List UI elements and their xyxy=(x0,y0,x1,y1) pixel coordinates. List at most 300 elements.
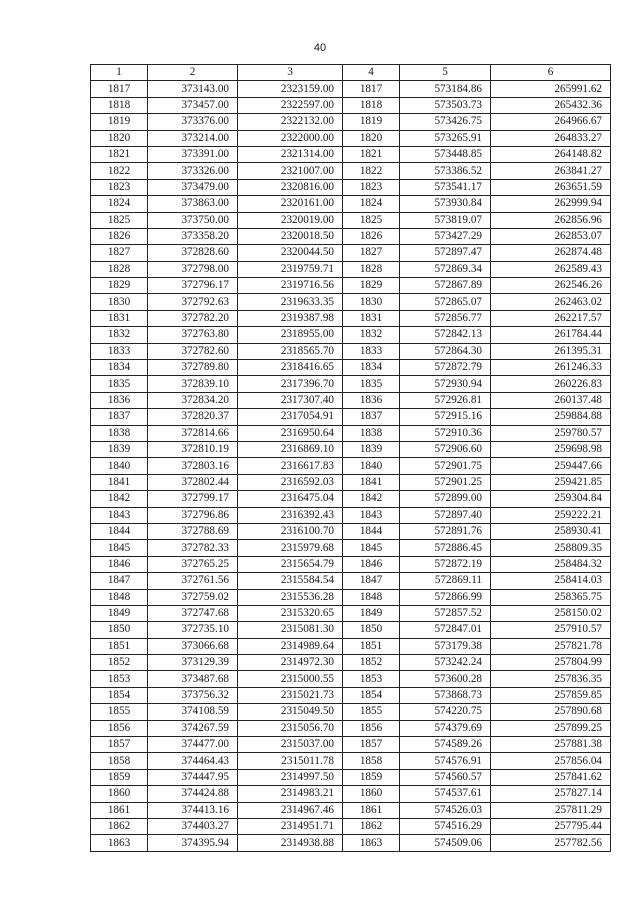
table-cell: 573503.73 xyxy=(400,97,491,113)
table-cell: 259780.57 xyxy=(491,425,611,441)
table-cell: 2320019.00 xyxy=(238,212,343,228)
table-cell: 262856.96 xyxy=(491,212,611,228)
table-cell: 572867.89 xyxy=(400,278,491,294)
table-cell: 574220.75 xyxy=(400,704,491,720)
table-cell: 572869.34 xyxy=(400,261,491,277)
table-cell: 573868.73 xyxy=(400,687,491,703)
table-cell: 1843 xyxy=(91,507,148,523)
table-cell: 1821 xyxy=(343,146,400,162)
table-cell: 1838 xyxy=(91,425,148,441)
table-row xyxy=(91,360,611,376)
table-cell: 1858 xyxy=(91,753,148,769)
table-cell: 1861 xyxy=(91,802,148,818)
table-cell: 372803.16 xyxy=(148,458,238,474)
table-cell: 573600.28 xyxy=(400,671,491,687)
table-cell: 573427.29 xyxy=(400,228,491,244)
table-row xyxy=(91,130,611,146)
table-cell: 2315037.00 xyxy=(238,737,343,753)
table-cell: 1819 xyxy=(343,114,400,130)
table-cell: 2319387.98 xyxy=(238,310,343,326)
table-cell: 2315654.79 xyxy=(238,556,343,572)
table-cell: 1860 xyxy=(91,786,148,802)
table-cell: 1850 xyxy=(343,622,400,638)
table-row xyxy=(91,474,611,490)
table-cell: 572901.75 xyxy=(400,458,491,474)
table-cell: 264148.82 xyxy=(491,146,611,162)
table-cell: 257782.56 xyxy=(491,835,611,851)
table-cell: 372796.86 xyxy=(148,507,238,523)
table-row xyxy=(91,818,611,834)
table-row xyxy=(91,392,611,408)
table-row xyxy=(91,343,611,359)
table-cell: 373129.39 xyxy=(148,655,238,671)
table-cell: 373756.32 xyxy=(148,687,238,703)
table-cell: 2315320.65 xyxy=(238,605,343,621)
table-row xyxy=(91,81,611,97)
table-cell: 1854 xyxy=(343,687,400,703)
table-cell: 374413.16 xyxy=(148,802,238,818)
table-cell: 1821 xyxy=(91,146,148,162)
table-cell: 372828.60 xyxy=(148,245,238,261)
table-cell: 372799.17 xyxy=(148,491,238,507)
table-cell: 258150.02 xyxy=(491,605,611,621)
table-cell: 572897.40 xyxy=(400,507,491,523)
table-cell: 2322597.00 xyxy=(238,97,343,113)
table-cell: 1848 xyxy=(343,589,400,605)
table-cell: 1856 xyxy=(91,720,148,736)
table-cell: 2322132.00 xyxy=(238,114,343,130)
table-cell: 2315056.70 xyxy=(238,720,343,736)
table-cell: 1862 xyxy=(343,818,400,834)
table-cell: 1846 xyxy=(91,556,148,572)
table-cell: 1832 xyxy=(343,327,400,343)
table-cell: 1824 xyxy=(343,196,400,212)
table-row xyxy=(91,802,611,818)
table-cell: 372802.44 xyxy=(148,474,238,490)
table-cell: 1859 xyxy=(343,769,400,785)
table-cell: 257899.25 xyxy=(491,720,611,736)
table-cell: 574526.03 xyxy=(400,802,491,818)
table-cell: 1836 xyxy=(91,392,148,408)
table-cell: 2316617.83 xyxy=(238,458,343,474)
table-row xyxy=(91,327,611,343)
table-cell: 262463.02 xyxy=(491,294,611,310)
table-cell: 257890.68 xyxy=(491,704,611,720)
table-cell: 373358.20 xyxy=(148,228,238,244)
table-body xyxy=(91,81,611,851)
table-cell: 265432.36 xyxy=(491,97,611,113)
table-cell: 2315049.50 xyxy=(238,704,343,720)
table-cell: 1832 xyxy=(91,327,148,343)
page-number: 40 xyxy=(313,42,327,54)
table-cell: 372763.80 xyxy=(148,327,238,343)
table-cell: 2316392.43 xyxy=(238,507,343,523)
table-cell: 572857.52 xyxy=(400,605,491,621)
table-cell: 372759.02 xyxy=(148,589,238,605)
table-cell: 2319633.35 xyxy=(238,294,343,310)
table-cell: 1849 xyxy=(91,605,148,621)
table-cell: 2323159.00 xyxy=(238,81,343,97)
table-cell: 2315011.78 xyxy=(238,753,343,769)
table-cell: 257811.29 xyxy=(491,802,611,818)
table-row xyxy=(91,261,611,277)
table-row xyxy=(91,458,611,474)
table-cell: 1862 xyxy=(91,818,148,834)
table-cell: 372782.60 xyxy=(148,343,238,359)
table-cell: 2315021.73 xyxy=(238,687,343,703)
table-cell: 574560.57 xyxy=(400,769,491,785)
table-row xyxy=(91,573,611,589)
table-cell: 573242.24 xyxy=(400,655,491,671)
table-cell: 1825 xyxy=(343,212,400,228)
table-cell: 1845 xyxy=(343,540,400,556)
table-cell: 572872.19 xyxy=(400,556,491,572)
table-cell: 574537.61 xyxy=(400,786,491,802)
table-row xyxy=(91,556,611,572)
table-row xyxy=(91,294,611,310)
table-cell: 574589.26 xyxy=(400,737,491,753)
table-cell: 372839.10 xyxy=(148,376,238,392)
table-row xyxy=(91,605,611,621)
table-cell: 1826 xyxy=(91,228,148,244)
table-row xyxy=(91,212,611,228)
table-cell: 262874.48 xyxy=(491,245,611,261)
table-cell: 573819.07 xyxy=(400,212,491,228)
table-cell: 372810.19 xyxy=(148,441,238,457)
table-cell: 259884.88 xyxy=(491,409,611,425)
table-cell: 2314989.64 xyxy=(238,638,343,654)
table-cell: 257827.14 xyxy=(491,786,611,802)
table-cell: 374477.00 xyxy=(148,737,238,753)
table-cell: 261246.33 xyxy=(491,360,611,376)
table-row xyxy=(91,622,611,638)
table-row xyxy=(91,507,611,523)
table-cell: 2315000.55 xyxy=(238,671,343,687)
table-cell: 257795.44 xyxy=(491,818,611,834)
table-row xyxy=(91,753,611,769)
table-cell: 2314967.46 xyxy=(238,802,343,818)
table-cell: 1817 xyxy=(343,81,400,97)
table-cell: 258809.35 xyxy=(491,540,611,556)
table-cell: 572926.81 xyxy=(400,392,491,408)
table-cell: 2314983.21 xyxy=(238,786,343,802)
table-cell: 572847.01 xyxy=(400,622,491,638)
table-row xyxy=(91,769,611,785)
table-cell: 1851 xyxy=(91,638,148,654)
table-cell: 1850 xyxy=(91,622,148,638)
table-row xyxy=(91,491,611,507)
table-row xyxy=(91,278,611,294)
table-cell: 572865.07 xyxy=(400,294,491,310)
table-cell: 573179.38 xyxy=(400,638,491,654)
table-cell: 1822 xyxy=(343,163,400,179)
table-cell: 373863.00 xyxy=(148,196,238,212)
table-cell: 263651.59 xyxy=(491,179,611,195)
table-cell: 2320044.50 xyxy=(238,245,343,261)
table-cell: 1818 xyxy=(343,97,400,113)
table-cell: 1846 xyxy=(343,556,400,572)
table-cell: 372782.33 xyxy=(148,540,238,556)
table-cell: 372765.25 xyxy=(148,556,238,572)
table-row xyxy=(91,245,611,261)
table-cell: 1857 xyxy=(343,737,400,753)
table-cell: 1844 xyxy=(91,523,148,539)
table-cell: 2315081.30 xyxy=(238,622,343,638)
table-row xyxy=(91,425,611,441)
column-header: 5 xyxy=(400,65,491,81)
table-cell: 262589.43 xyxy=(491,261,611,277)
table-cell: 262217.57 xyxy=(491,310,611,326)
table-cell: 1838 xyxy=(343,425,400,441)
table-cell: 572915.16 xyxy=(400,409,491,425)
column-header: 4 xyxy=(343,65,400,81)
table-row xyxy=(91,196,611,212)
table-cell: 261784.44 xyxy=(491,327,611,343)
table-cell: 1822 xyxy=(91,163,148,179)
table-cell: 260137.48 xyxy=(491,392,611,408)
table-cell: 1840 xyxy=(343,458,400,474)
table-cell: 1840 xyxy=(91,458,148,474)
table-cell: 374403.27 xyxy=(148,818,238,834)
table-cell: 2314972.30 xyxy=(238,655,343,671)
table-row xyxy=(91,786,611,802)
table-cell: 1837 xyxy=(91,409,148,425)
table-cell: 263841.27 xyxy=(491,163,611,179)
table-row xyxy=(91,441,611,457)
table-row xyxy=(91,310,611,326)
table-cell: 2314938.88 xyxy=(238,835,343,851)
column-header: 1 xyxy=(91,65,148,81)
table-cell: 1848 xyxy=(91,589,148,605)
table-cell: 1839 xyxy=(343,441,400,457)
table-cell: 372814.66 xyxy=(148,425,238,441)
table-cell: 372782.20 xyxy=(148,310,238,326)
table-cell: 1841 xyxy=(91,474,148,490)
table-header-row xyxy=(91,65,611,81)
table-cell: 374447.95 xyxy=(148,769,238,785)
table-row xyxy=(91,704,611,720)
table-cell: 2316475.04 xyxy=(238,491,343,507)
table-cell: 1861 xyxy=(343,802,400,818)
table-row xyxy=(91,687,611,703)
table-cell: 572886.45 xyxy=(400,540,491,556)
table-cell: 373066.68 xyxy=(148,638,238,654)
table-cell: 1837 xyxy=(343,409,400,425)
table-cell: 372761.56 xyxy=(148,573,238,589)
table-cell: 1859 xyxy=(91,769,148,785)
table-cell: 2316950.64 xyxy=(238,425,343,441)
column-header: 2 xyxy=(148,65,238,81)
table-cell: 372792.63 xyxy=(148,294,238,310)
table-cell: 1834 xyxy=(343,360,400,376)
table-cell: 1853 xyxy=(343,671,400,687)
table-cell: 1849 xyxy=(343,605,400,621)
table-cell: 2318565.70 xyxy=(238,343,343,359)
table-row xyxy=(91,720,611,736)
table-cell: 2316592.03 xyxy=(238,474,343,490)
table-cell: 573930.84 xyxy=(400,196,491,212)
table-cell: 572897.47 xyxy=(400,245,491,261)
table-cell: 574379.69 xyxy=(400,720,491,736)
table-cell: 1833 xyxy=(91,343,148,359)
table-row xyxy=(91,655,611,671)
table-cell: 372798.00 xyxy=(148,261,238,277)
table-cell: 1829 xyxy=(91,278,148,294)
table-cell: 1827 xyxy=(343,245,400,261)
table-cell: 572910.36 xyxy=(400,425,491,441)
table-cell: 374395.94 xyxy=(148,835,238,851)
table-cell: 258930.41 xyxy=(491,523,611,539)
table-row xyxy=(91,589,611,605)
table-cell: 1843 xyxy=(343,507,400,523)
table-cell: 2320161.00 xyxy=(238,196,343,212)
table-cell: 259304.84 xyxy=(491,491,611,507)
table-cell: 372796.17 xyxy=(148,278,238,294)
table-cell: 258484.32 xyxy=(491,556,611,572)
table-cell: 262546.26 xyxy=(491,278,611,294)
table-cell: 1852 xyxy=(343,655,400,671)
table-cell: 374424.88 xyxy=(148,786,238,802)
table-cell: 257841.62 xyxy=(491,769,611,785)
table-row xyxy=(91,228,611,244)
table-cell: 259447.66 xyxy=(491,458,611,474)
table-cell: 1845 xyxy=(91,540,148,556)
table-cell: 261395.31 xyxy=(491,343,611,359)
table-cell: 374108.59 xyxy=(148,704,238,720)
table-cell: 258365.75 xyxy=(491,589,611,605)
table-cell: 2316100.70 xyxy=(238,523,343,539)
table-cell: 259698.98 xyxy=(491,441,611,457)
table-row xyxy=(91,409,611,425)
table-cell: 2315584.54 xyxy=(238,573,343,589)
table-cell: 257836.35 xyxy=(491,671,611,687)
table-cell: 372789.80 xyxy=(148,360,238,376)
table-cell: 1835 xyxy=(91,376,148,392)
table-cell: 265991.62 xyxy=(491,81,611,97)
table-cell: 374464.43 xyxy=(148,753,238,769)
table-cell: 2319759.71 xyxy=(238,261,343,277)
table-row xyxy=(91,163,611,179)
table-cell: 1854 xyxy=(91,687,148,703)
table-cell: 574576.91 xyxy=(400,753,491,769)
table-cell: 1820 xyxy=(91,130,148,146)
table-row xyxy=(91,737,611,753)
table-cell: 2320816.00 xyxy=(238,179,343,195)
table-cell: 257804.99 xyxy=(491,655,611,671)
table-cell: 264833.27 xyxy=(491,130,611,146)
table-cell: 572899.00 xyxy=(400,491,491,507)
table-cell: 573426.75 xyxy=(400,114,491,130)
table-cell: 372834.20 xyxy=(148,392,238,408)
table-cell: 257910.57 xyxy=(491,622,611,638)
table-cell: 373487.68 xyxy=(148,671,238,687)
table-cell: 572864.30 xyxy=(400,343,491,359)
table-cell: 1823 xyxy=(91,179,148,195)
table-cell: 1847 xyxy=(91,573,148,589)
table-cell: 2317307.40 xyxy=(238,392,343,408)
table-cell: 1820 xyxy=(343,130,400,146)
table-row xyxy=(91,835,611,851)
column-header: 3 xyxy=(238,65,343,81)
table-cell: 1828 xyxy=(91,261,148,277)
table-row xyxy=(91,376,611,392)
table-cell: 2321007.00 xyxy=(238,163,343,179)
table-cell: 1863 xyxy=(91,835,148,851)
table-row xyxy=(91,179,611,195)
table-cell: 572856.77 xyxy=(400,310,491,326)
table-row xyxy=(91,146,611,162)
table-cell: 1831 xyxy=(343,310,400,326)
table-cell: 572869.11 xyxy=(400,573,491,589)
table-cell: 2315536.28 xyxy=(238,589,343,605)
table-cell: 573184.86 xyxy=(400,81,491,97)
table-cell: 2321314.00 xyxy=(238,146,343,162)
table-cell: 1828 xyxy=(343,261,400,277)
table-cell: 264966.67 xyxy=(491,114,611,130)
table-cell: 2317396.70 xyxy=(238,376,343,392)
table-cell: 2314951.71 xyxy=(238,818,343,834)
table-cell: 573265.91 xyxy=(400,130,491,146)
table-cell: 260226.83 xyxy=(491,376,611,392)
column-header: 6 xyxy=(491,65,611,81)
table-cell: 257856.04 xyxy=(491,753,611,769)
table-cell: 2319716.56 xyxy=(238,278,343,294)
table-cell: 373214.00 xyxy=(148,130,238,146)
table-cell: 1825 xyxy=(91,212,148,228)
table-row xyxy=(91,638,611,654)
table-cell: 573448.85 xyxy=(400,146,491,162)
table-cell: 258414.03 xyxy=(491,573,611,589)
table-cell: 2320018.50 xyxy=(238,228,343,244)
table-cell: 573386.52 xyxy=(400,163,491,179)
table-cell: 1852 xyxy=(91,655,148,671)
table-cell: 1858 xyxy=(343,753,400,769)
table-cell: 1831 xyxy=(91,310,148,326)
table-cell: 572901.25 xyxy=(400,474,491,490)
table-cell: 2318955.00 xyxy=(238,327,343,343)
table-cell: 572930.94 xyxy=(400,376,491,392)
table-cell: 257821.78 xyxy=(491,638,611,654)
table-cell: 572872.79 xyxy=(400,360,491,376)
table-cell: 1857 xyxy=(91,737,148,753)
table-cell: 262999.94 xyxy=(491,196,611,212)
table-cell: 2315979.68 xyxy=(238,540,343,556)
table-cell: 372820.37 xyxy=(148,409,238,425)
table-cell: 573541.17 xyxy=(400,179,491,195)
table-cell: 1863 xyxy=(343,835,400,851)
table-cell: 574509.06 xyxy=(400,835,491,851)
table-cell: 1817 xyxy=(91,81,148,97)
table-cell: 372788.69 xyxy=(148,523,238,539)
table-cell: 1855 xyxy=(91,704,148,720)
table-cell: 2318416.65 xyxy=(238,360,343,376)
table-cell: 1818 xyxy=(91,97,148,113)
table-cell: 257859.85 xyxy=(491,687,611,703)
table-cell: 1842 xyxy=(91,491,148,507)
table-cell: 262853.07 xyxy=(491,228,611,244)
table-cell: 1860 xyxy=(343,786,400,802)
table-cell: 257881.38 xyxy=(491,737,611,753)
table-cell: 1829 xyxy=(343,278,400,294)
table-row xyxy=(91,97,611,113)
table-row xyxy=(91,114,611,130)
table-cell: 1847 xyxy=(343,573,400,589)
table-cell: 1824 xyxy=(91,196,148,212)
table-cell: 1851 xyxy=(343,638,400,654)
table-cell: 373750.00 xyxy=(148,212,238,228)
table-cell: 1830 xyxy=(343,294,400,310)
table-cell: 572906.60 xyxy=(400,441,491,457)
